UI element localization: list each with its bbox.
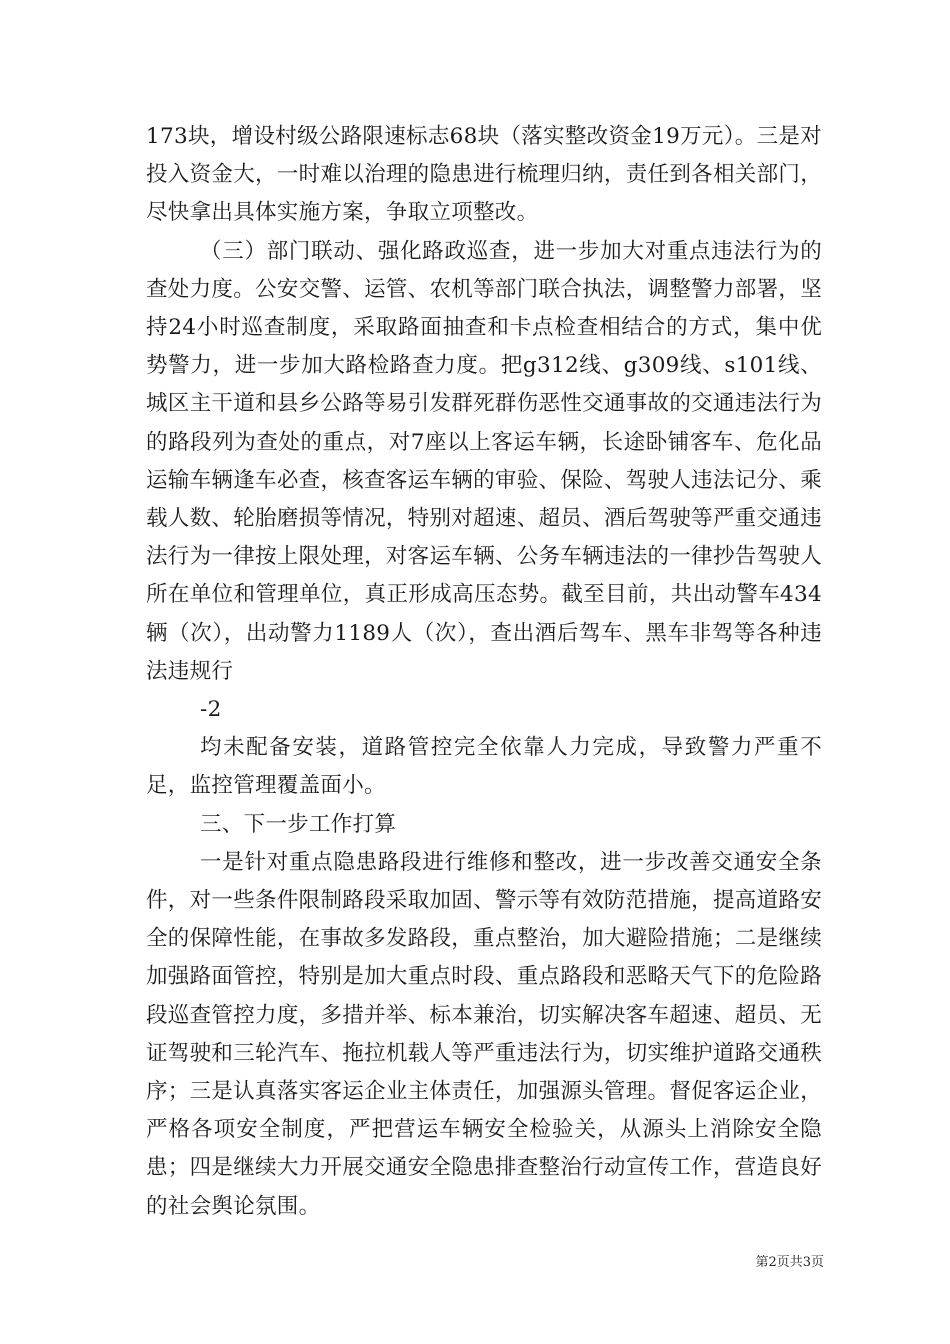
document-body [146,118,822,1226]
paragraph-road-patrol: （三）部门联动、强化路政巡查，进一步加大对重点违法行为的查处力度。公安交警、运管、农机等部门联合执法，调整警力部署，坚持24小时巡查制度，采取路面抽查和卡点检查相结合的方式，集中优势警力，进一步加大路检路查力度。把g312线、g309线、s101线、城区主干道和县乡公路等易引发群死群伤恶性交通事故的交通违法行为的路段列为查处的重点，对7座以上客运车辆，长途卧铺客车、危化品运输车辆逢车必查，核查客运车辆的审验、保险、驾驶人违法记分、乘载人数、轮胎磨损等情况，特别对超速、超员、酒后驾驶等严重交通违法行为一律按上限处理，对客运车辆、公务车辆违法的一律抄告驾驶人所在单位和管理单位，真正形成高压态势。截至目前，共出动警车434辆（次），出动警力1189人（次），查出酒后驾车、黑车非驾等各种违法违规行 [146,238,822,684]
page-number-footer: 第2页共3页 [755,1255,824,1270]
page-marker: -2 [200,697,222,723]
paragraph-monitoring-shortage: 均未配备安装，道路管控完全依靠人力完成，导致警力严重不足，监控管理覆盖面小。 [146,735,822,799]
paragraph-next-steps: 一是针对重点隐患路段进行维修和整改，进一步改善交通安全条件，对一些条件限制路段采取加固、警示等有效防范措施，提高道路安全的保障性能，在事故多发路段，重点整治，加大避险措施；二是继续加强路面管控，特别是加大重点时段、重点路段和恶略天气下的危险路段巡查管控力度，多措并举、标本兼治，切实解决客车超速、超员、无证驾驶和三轮汽车、拖拉机载人等严重违法行为，切实维护道路交通秩序；三是认真落实客运企业主体责任，加强源头管理。督促客运企业，严格各项安全制度，严把营运车辆安全检验关，从源头上消除安全隐患；四是继续大力开展交通安全隐患排查整治行动宣传工作，营造良好的社会舆论氛围。 [146,849,822,1219]
section-heading-next-steps: 三、下一步工作打算 [200,811,397,837]
paragraph-rectification-continued: 173块，增设村级公路限速标志68块（落实整改资金19万元）。三是对投入资金大，一时难以治理的隐患进行梳理归纳，责任到各相关部门，尽快拿出具体实施方案，争取立项整改。 [146,124,822,226]
